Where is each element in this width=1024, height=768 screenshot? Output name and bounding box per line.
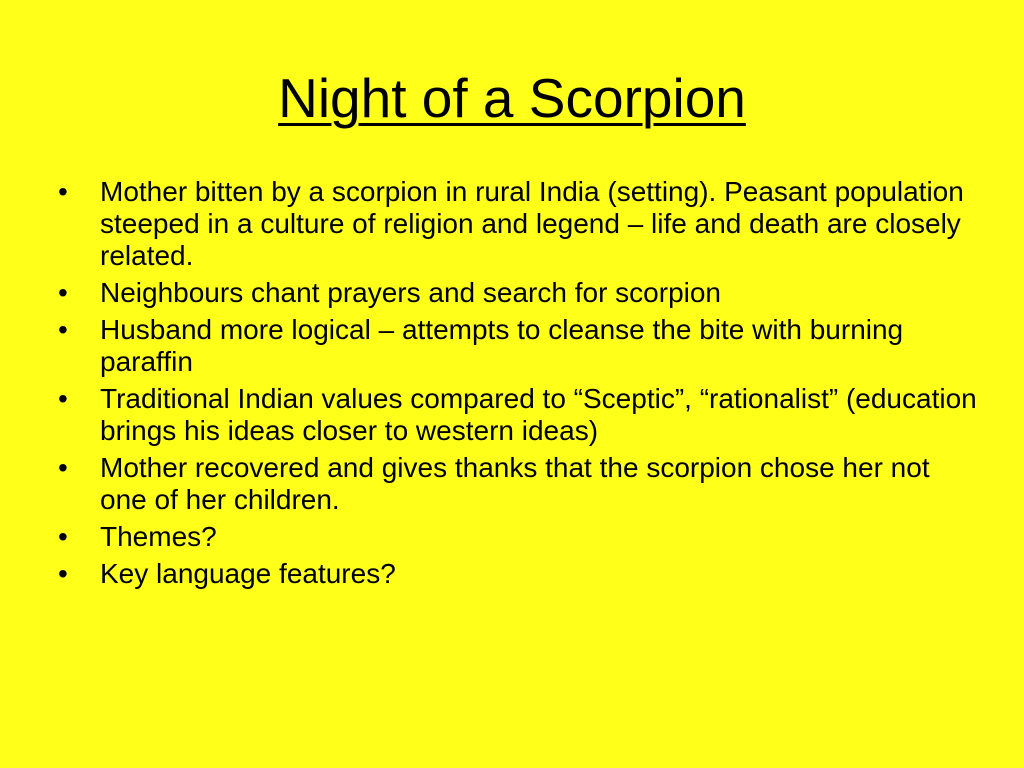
bullet-text: Mother recovered and gives thanks that the scorpion chose her not one of her children. bbox=[100, 452, 930, 515]
bullet-text: Themes? bbox=[100, 521, 217, 552]
bullet-list bbox=[58, 176, 978, 595]
bullet-text: Husband more logical – attempts to cleanse the bite with burning paraffin bbox=[100, 314, 904, 377]
bullet-icon: • bbox=[58, 176, 68, 207]
bullet-text: Key language features? bbox=[100, 558, 396, 589]
bullet-item bbox=[58, 314, 978, 378]
bullet-item bbox=[58, 452, 978, 516]
bullet-item bbox=[58, 176, 978, 272]
bullet-icon: • bbox=[58, 558, 68, 589]
bullet-item bbox=[58, 383, 978, 447]
bullet-icon: • bbox=[58, 452, 68, 483]
bullet-text: Mother bitten by a scorpion in rural India (setting). Peasant population steeped in a culture of religion and legend – life and death are closely related. bbox=[100, 176, 964, 271]
bullet-text: Traditional Indian values compared to “Sceptic”, “rationalist” (education brings his ideas closer to western ideas) bbox=[100, 383, 977, 446]
bullet-icon: • bbox=[58, 277, 68, 308]
bullet-item bbox=[58, 521, 978, 553]
bullet-icon: • bbox=[58, 383, 68, 414]
bullet-item bbox=[58, 277, 978, 309]
bullet-text: Neighbours chant prayers and search for scorpion bbox=[100, 277, 722, 308]
bullet-icon: • bbox=[58, 521, 68, 552]
slide-title: Night of a Scorpion bbox=[278, 67, 746, 129]
bullet-icon: • bbox=[58, 314, 68, 345]
bullet-item bbox=[58, 558, 978, 590]
